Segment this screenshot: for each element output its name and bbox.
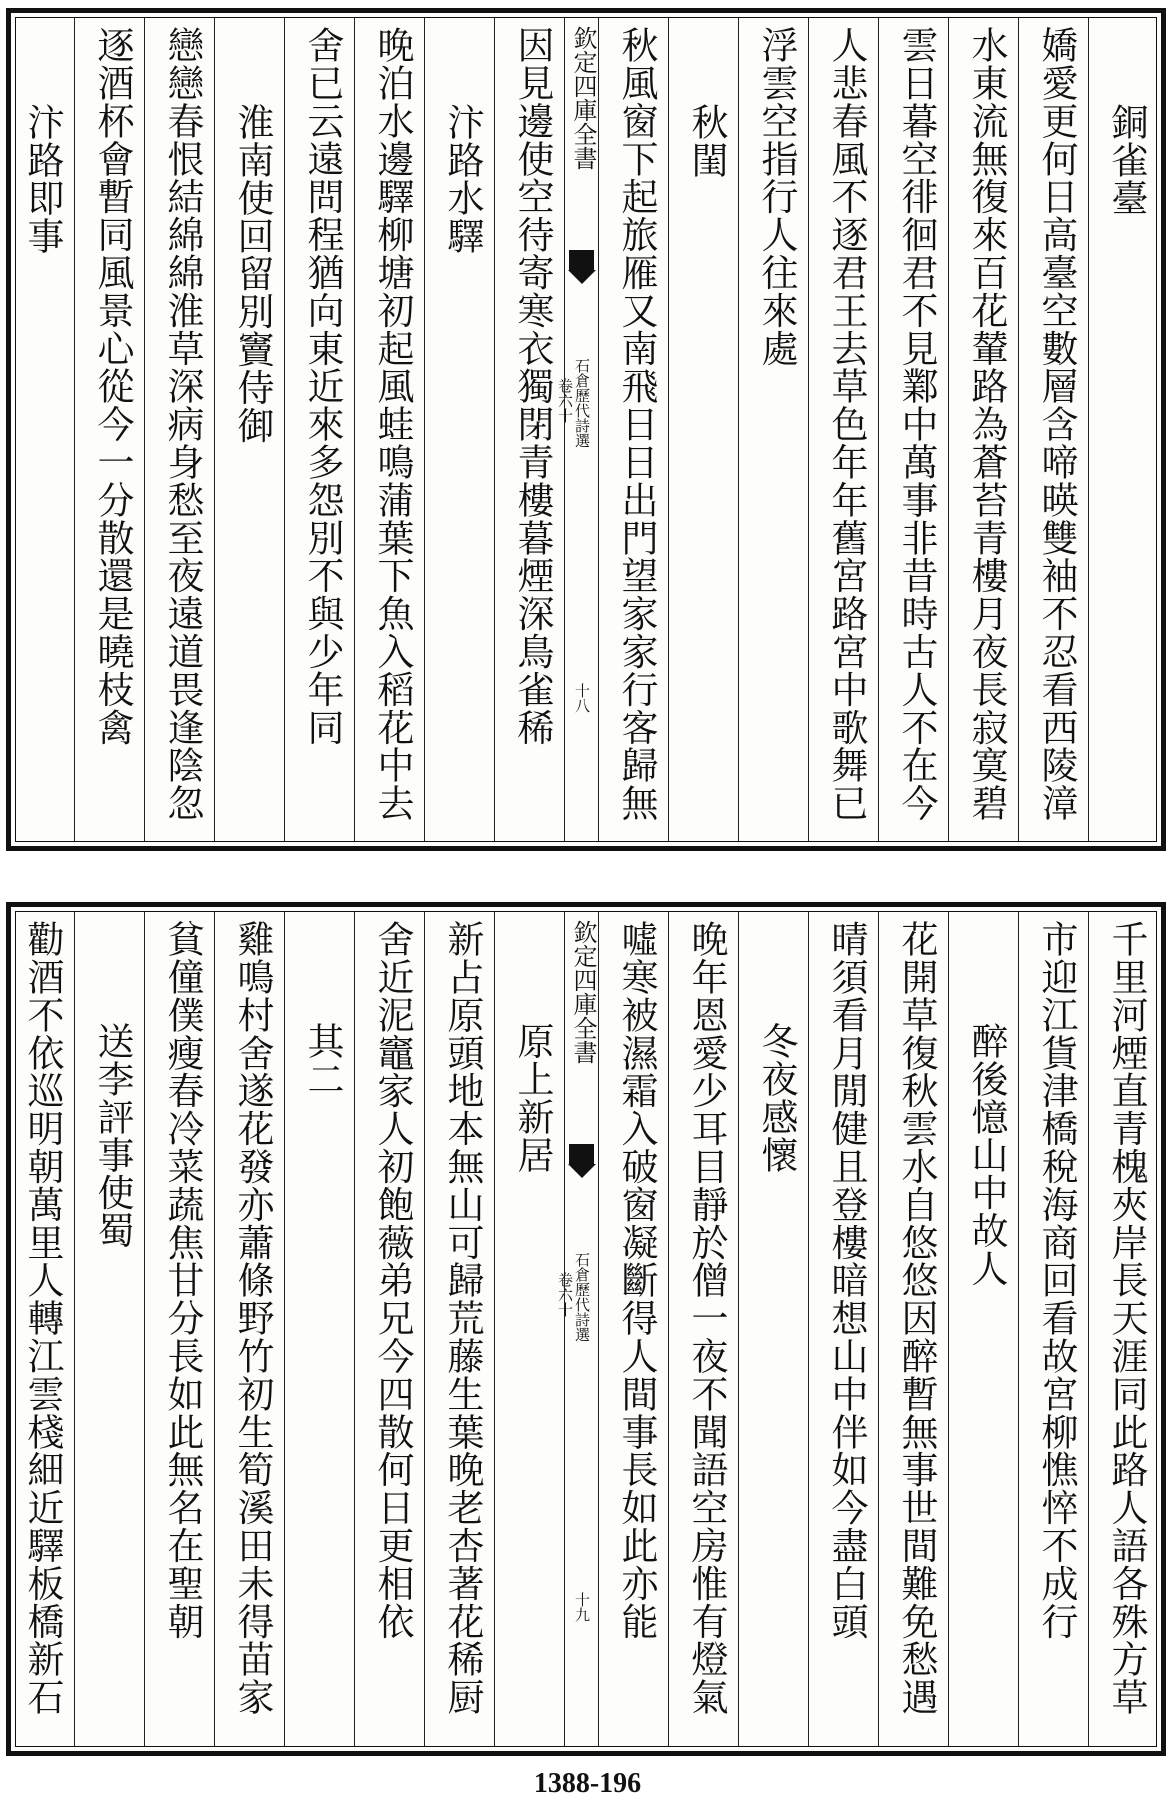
text-column	[214, 18, 284, 841]
poem-title: 其二	[301, 1022, 344, 1098]
text-column	[16, 18, 74, 841]
text-column	[144, 18, 214, 841]
text-column	[1088, 912, 1158, 1746]
poem-line: 新占原頭地本無山可歸荒藤生葉晚老杏著花稀厨	[441, 920, 484, 1716]
poem-line: 人悲春風不逐君王去草色年年舊宮路宮中歌舞已	[825, 26, 868, 822]
text-column	[214, 912, 284, 1746]
text-column	[668, 18, 738, 841]
text-column	[948, 912, 1018, 1746]
banner-volume: 卷六十	[556, 378, 574, 423]
poem-line: 浮雲空指行人往來處	[755, 26, 798, 368]
top-page	[6, 8, 1166, 851]
text-column	[74, 18, 144, 841]
text-column	[1018, 18, 1088, 841]
text-column	[16, 912, 74, 1746]
poem-title: 送李評事使蜀	[91, 1022, 134, 1250]
poem-title: 淮南使回留別竇侍御	[231, 103, 274, 445]
poem-line: 晚年恩愛少耳目靜於僧一夜不聞語空房惟有燈氣	[685, 920, 728, 1716]
text-column	[598, 912, 668, 1746]
center-banner	[556, 912, 598, 1746]
poem-title: 汴路即事	[21, 103, 64, 255]
poem-line: 市迎江貨津橋稅海商回看故宮柳憔悴不成行	[1035, 920, 1078, 1641]
text-column	[738, 18, 808, 841]
text-column	[598, 18, 668, 841]
folio-number: 十八	[573, 683, 591, 713]
text-column	[74, 912, 144, 1746]
folio-number: 十九	[573, 1592, 591, 1622]
bottom-page-frame	[15, 911, 1157, 1747]
text-column	[878, 18, 948, 841]
poem-line: 秋風窗下起旅雁又南飛日日出門望家家行客歸無	[615, 26, 658, 822]
text-column	[1088, 18, 1158, 841]
poem-title: 醉後憶山中故人	[965, 1022, 1008, 1288]
poem-line: 舍已云遠問程猶向東近來多怨別不與少年同	[301, 26, 344, 747]
poem-title: 汴路水驛	[441, 103, 484, 255]
text-column	[494, 18, 564, 841]
banner-volume: 卷六十	[556, 1272, 574, 1317]
text-column	[144, 912, 214, 1746]
fish-tail-mark	[569, 1144, 594, 1164]
poem-line: 因見邊使空待寄寒衣獨閉青樓暮煙深鳥雀稀	[511, 26, 554, 747]
poem-line: 千里河煙直青槐夾岸長天涯同此路人語各殊方草	[1105, 920, 1148, 1716]
text-column	[424, 912, 494, 1746]
poem-title: 銅雀臺	[1105, 103, 1148, 217]
poem-line: 噓寒被濕霜入破窗凝斷得人間事長如此亦能	[615, 920, 658, 1641]
text-column	[424, 18, 494, 841]
poem-line: 水東流無復來百花輦路為蒼苔青樓月夜長寂寞碧	[965, 26, 1008, 822]
banner-book: 石倉歷代詩選	[573, 1252, 591, 1342]
text-column	[878, 912, 948, 1746]
text-column	[948, 18, 1018, 841]
text-column	[1018, 912, 1088, 1746]
poem-line: 貧僮僕瘦春冷菜蔬焦甘分長如此無名在聖朝	[161, 920, 204, 1641]
bottom-page	[6, 902, 1166, 1756]
banner-title: 欽定四庫全書	[569, 920, 597, 1064]
center-banner	[556, 18, 598, 841]
poem-line: 雞鳴村舍遂花發亦蕭條野竹初生筍溪田未得苗家	[231, 920, 274, 1716]
text-column	[284, 18, 354, 841]
poem-line: 雲日暮空徘徊君不見鄴中萬事非昔時古人不在今	[895, 26, 938, 822]
poem-line: 花開草復秋雲水自悠悠因醉暫無事世間難免愁遇	[895, 920, 938, 1716]
poem-title: 秋閨	[685, 103, 728, 179]
page-number: 1388-196	[533, 1768, 642, 1799]
top-page-frame	[15, 17, 1157, 842]
poem-title: 原上新居	[511, 1022, 554, 1174]
poem-line: 舍近泥竈家人初飽薇弟兄今四散何日更相依	[371, 920, 414, 1641]
text-column	[738, 912, 808, 1746]
banner-title: 欽定四庫全書	[569, 26, 597, 170]
banner-book: 石倉歷代詩選	[573, 358, 591, 448]
text-column	[354, 912, 424, 1746]
fish-tail-mark	[569, 250, 594, 270]
poem-line: 晴須看月閒健且登樓暗想山中伴如今盡白頭	[825, 920, 868, 1641]
poem-line: 戀戀春恨結綿綿淮草深病身愁至夜遠道畏逢陰忽	[161, 26, 204, 822]
text-column	[284, 912, 354, 1746]
poem-line: 嬌愛更何日高臺空數層含啼暎雙袖不忍看西陵漳	[1035, 26, 1078, 822]
poem-line: 勸酒不依巡明朝萬里人轉江雲棧細近驛板橋新石	[21, 920, 64, 1716]
text-column	[808, 912, 878, 1746]
poem-line: 逐酒杯會暫同風景心從今一分散還是曉枝禽	[91, 26, 134, 747]
text-column	[354, 18, 424, 841]
poem-title: 冬夜感懷	[755, 1022, 798, 1174]
text-column	[494, 912, 564, 1746]
poem-line: 晚泊水邊驛柳塘初起風蛙鳴蒲葉下魚入稻花中去	[371, 26, 414, 822]
text-column	[808, 18, 878, 841]
text-column	[668, 912, 738, 1746]
